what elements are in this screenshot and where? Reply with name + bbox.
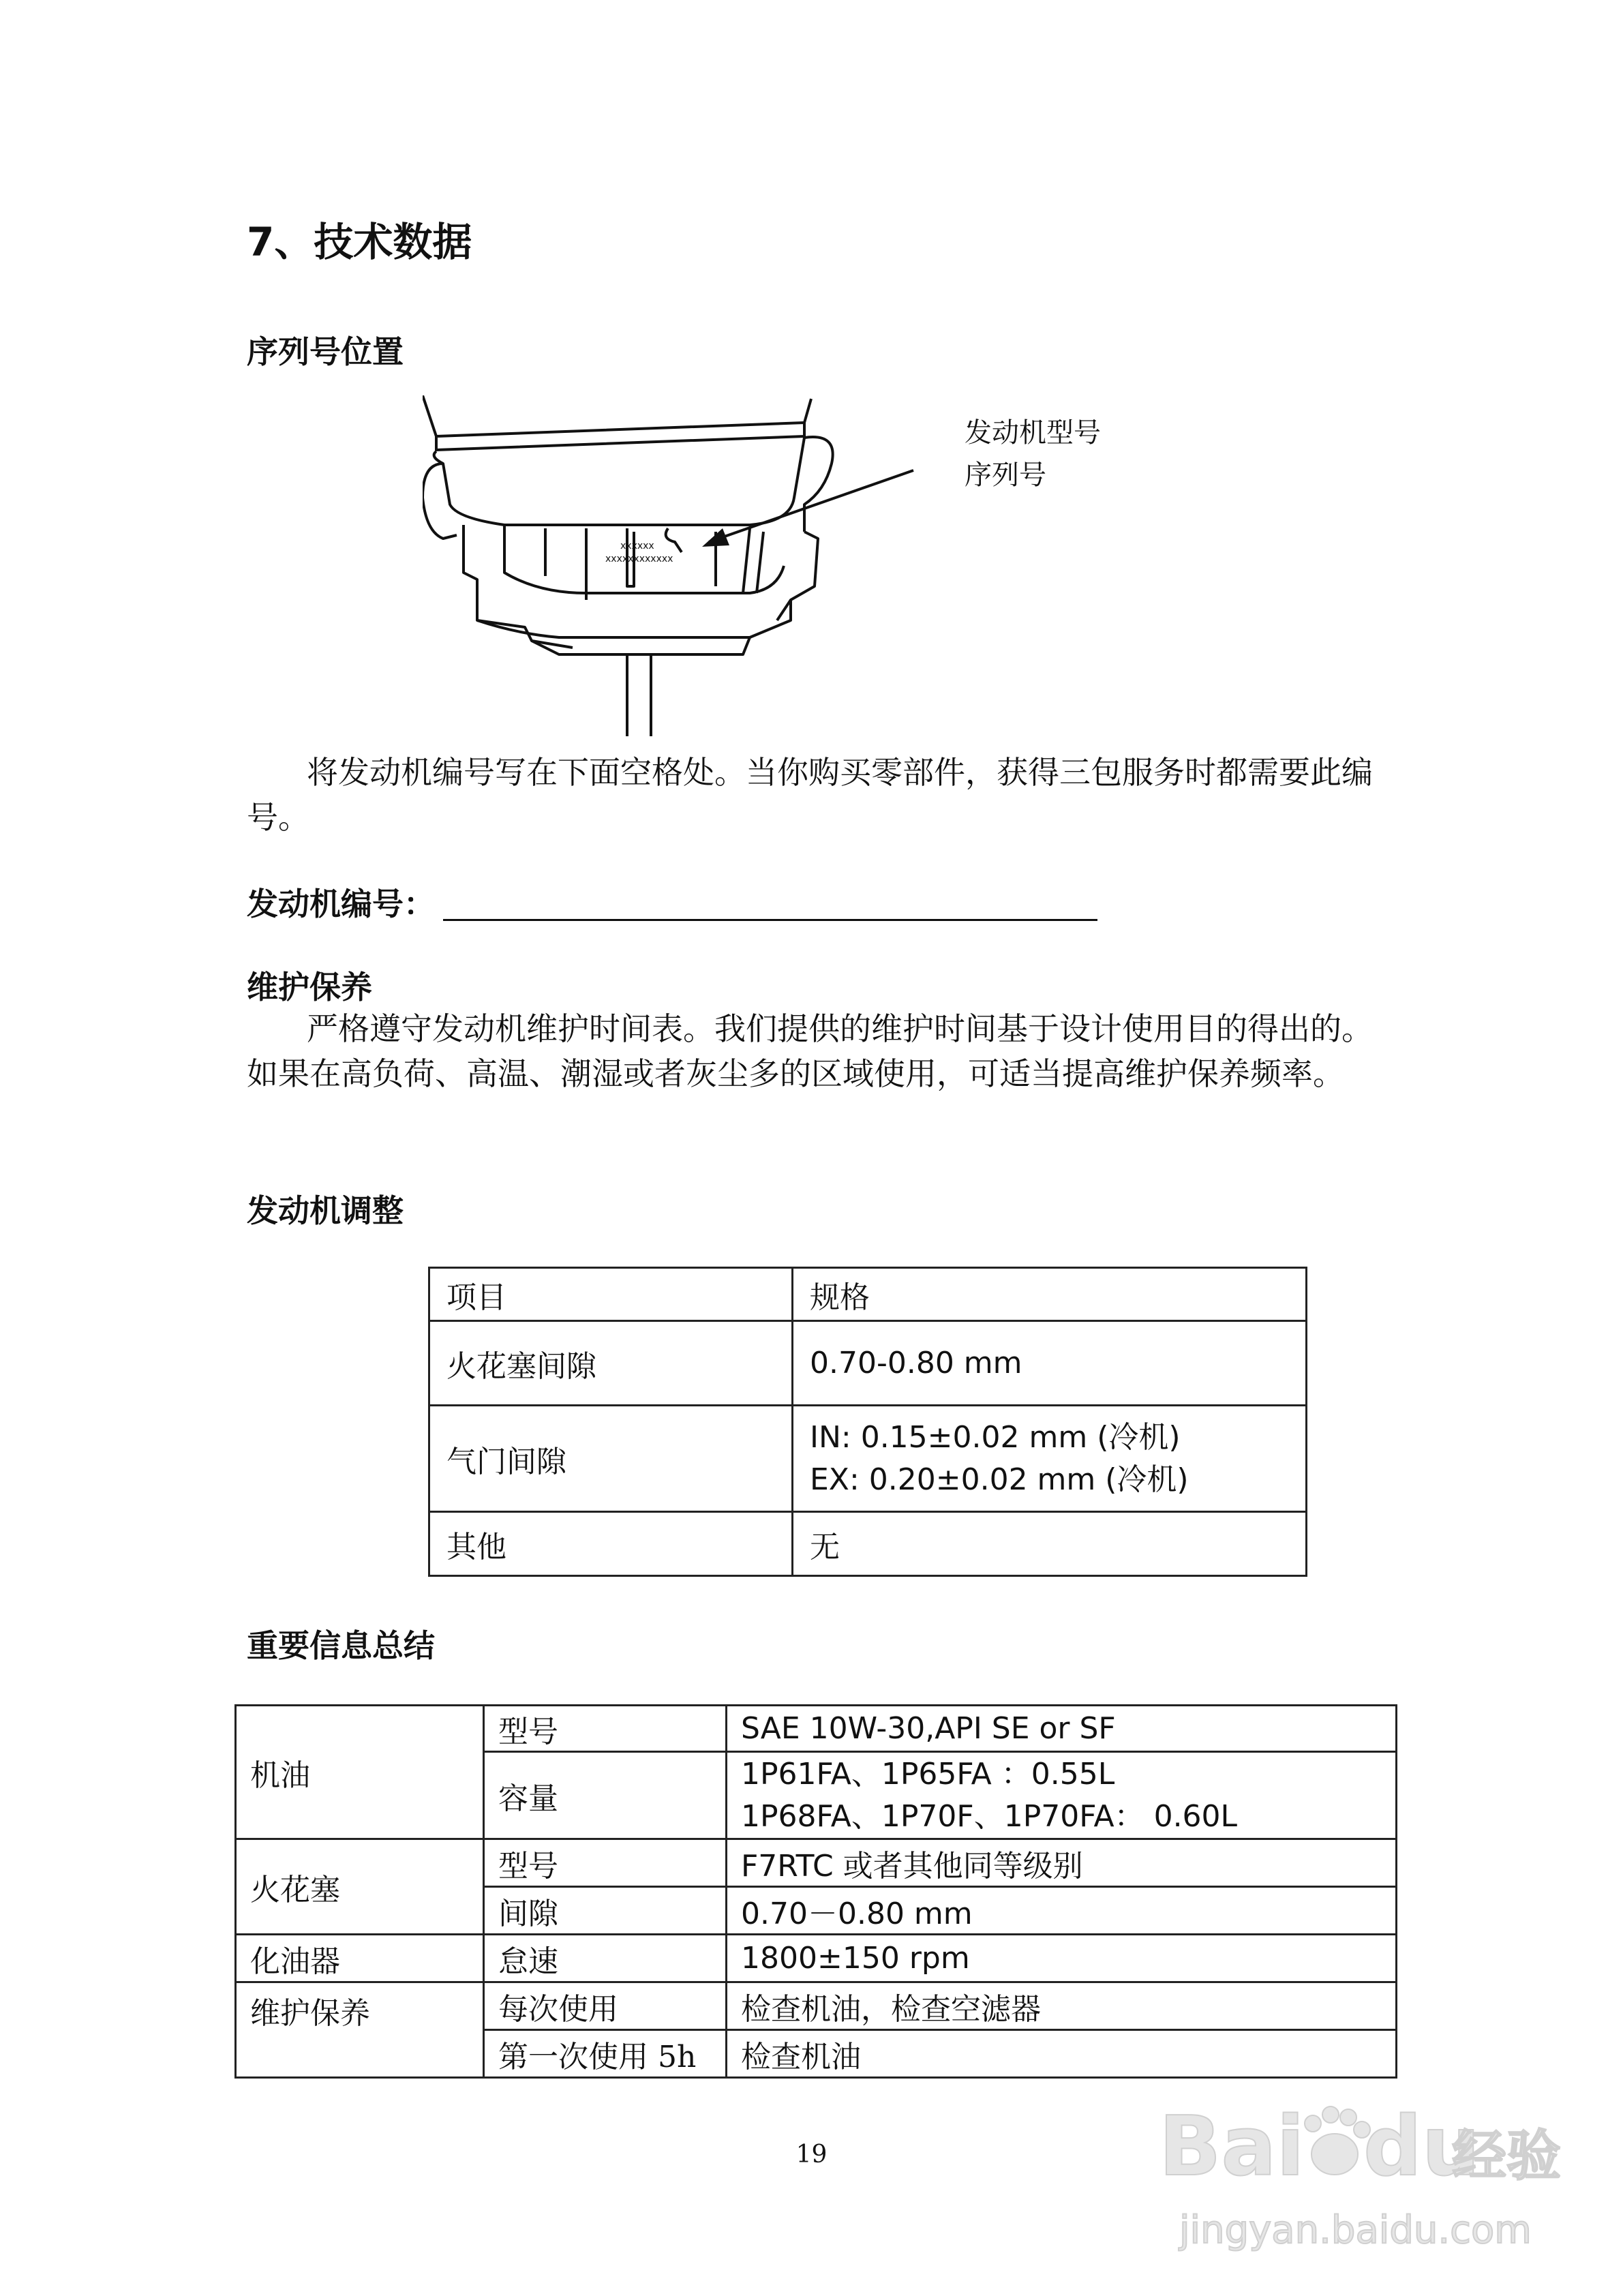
plate-text-1: xxxxxx xyxy=(620,541,654,552)
maint-category: 维护保养 xyxy=(236,1982,484,2078)
watermark-url: jingyan.baidu.com xyxy=(1179,2208,1532,2252)
watermark-brand: Bai xyxy=(1159,2100,1305,2194)
table-row xyxy=(429,1321,1307,1406)
spark-plug-gap-value: 0.70－0.80 mm xyxy=(727,1887,1397,1935)
oil-type-label: 型号 xyxy=(484,1706,727,1752)
engine-number-label: 发动机编号： xyxy=(247,886,435,922)
engine-shaft xyxy=(627,654,651,736)
figure-label-model: 发动机型号 xyxy=(965,417,1101,449)
oil-capacity-value xyxy=(727,1752,1397,1839)
watermark-product: 经验 xyxy=(1452,2124,1561,2188)
carburetor-category: 化油器 xyxy=(236,1935,484,1982)
table-row xyxy=(236,1935,1397,1982)
spark-plug-type-value: F7RTC 或者其他同等级别 xyxy=(727,1839,1397,1887)
oil-capacity-label: 容量 xyxy=(484,1752,727,1839)
table-row xyxy=(236,1982,1397,2030)
summary-table xyxy=(234,1704,1397,2079)
spark-plug-type-label: 型号 xyxy=(484,1839,727,1887)
valve-ex: EX: 0.20±0.02 mm (冷机) xyxy=(810,1462,1189,1497)
row-spec: 无 xyxy=(793,1512,1307,1576)
maintenance-paragraph: 严格遵守发动机维护时间表。我们提供的维护时间基于设计使用目的得出的。如果在高负荷、高温、潮湿或者灰尘多的区域使用，可适当提高维护保养频率。 xyxy=(247,1010,1373,1092)
summary-heading: 重要信息总结 xyxy=(247,1627,435,1664)
valve-in: IN: 0.15±0.02 mm (冷机) xyxy=(810,1419,1181,1455)
engine-serial-figure xyxy=(423,395,1172,736)
maint-each-label: 每次使用 xyxy=(484,1982,727,2030)
table-row xyxy=(429,1406,1307,1512)
spark-plug-category: 火花塞 xyxy=(236,1839,484,1935)
paw-icon xyxy=(1305,2106,1370,2175)
header-item: 项目 xyxy=(429,1268,793,1321)
oil-category: 机油 xyxy=(236,1706,484,1839)
plate-text-2: xxxxxxxxxxxx xyxy=(605,554,673,564)
watermark-brand-2: du xyxy=(1363,2100,1481,2194)
maintenance-heading: 维护保养 xyxy=(247,969,372,1006)
engine-top-cover xyxy=(436,423,804,450)
header-spec: 规格 xyxy=(793,1268,1307,1321)
maint-first-label: 第一次使用 5h xyxy=(484,2030,727,2078)
row-item: 其他 xyxy=(429,1512,793,1576)
carburetor-idle-label: 怠速 xyxy=(484,1935,727,1982)
label-pointer xyxy=(709,470,913,542)
carburetor-idle-value: 1800±150 rpm xyxy=(727,1935,1397,1982)
page-number: 19 xyxy=(795,2141,828,2169)
row-spec: 0.70-0.80 mm xyxy=(793,1321,1307,1406)
table-row xyxy=(429,1268,1307,1321)
table-row xyxy=(236,1839,1397,1887)
figure-label-serial: 序列号 xyxy=(965,459,1046,491)
oil-type-value: SAE 10W-30,API SE or SF xyxy=(727,1706,1397,1752)
engine-fuel-tank xyxy=(434,438,804,525)
row-item: 火花塞间隙 xyxy=(429,1321,793,1406)
baidu-watermark xyxy=(1152,2086,1561,2263)
engine-adjust-table xyxy=(428,1267,1307,1577)
table-row xyxy=(429,1512,1307,1576)
table-row xyxy=(236,1706,1397,1752)
row-spec xyxy=(793,1406,1307,1512)
capacity-line-2: 1P68FA、1P70F、1P70FA： 0.60L xyxy=(741,1798,1238,1834)
section-title: 7、技术数据 xyxy=(247,219,472,265)
row-item: 气门间隙 xyxy=(429,1406,793,1512)
maint-first-value: 检查机油 xyxy=(727,2030,1397,2078)
write-number-paragraph: 将发动机编号写在下面空格处。当你购买零部件，获得三包服务时都需要此编号。 xyxy=(247,754,1373,836)
capacity-line-1: 1P61FA、1P65FA ：0.55L xyxy=(741,1756,1115,1792)
spark-plug-gap-label: 间隙 xyxy=(484,1887,727,1935)
engine-number-blank-line[interactable] xyxy=(443,919,1097,921)
serial-location-heading: 序列号位置 xyxy=(247,333,404,370)
engine-adjust-heading: 发动机调整 xyxy=(247,1192,404,1229)
maint-each-value: 检查机油，检查空滤器 xyxy=(727,1982,1397,2030)
